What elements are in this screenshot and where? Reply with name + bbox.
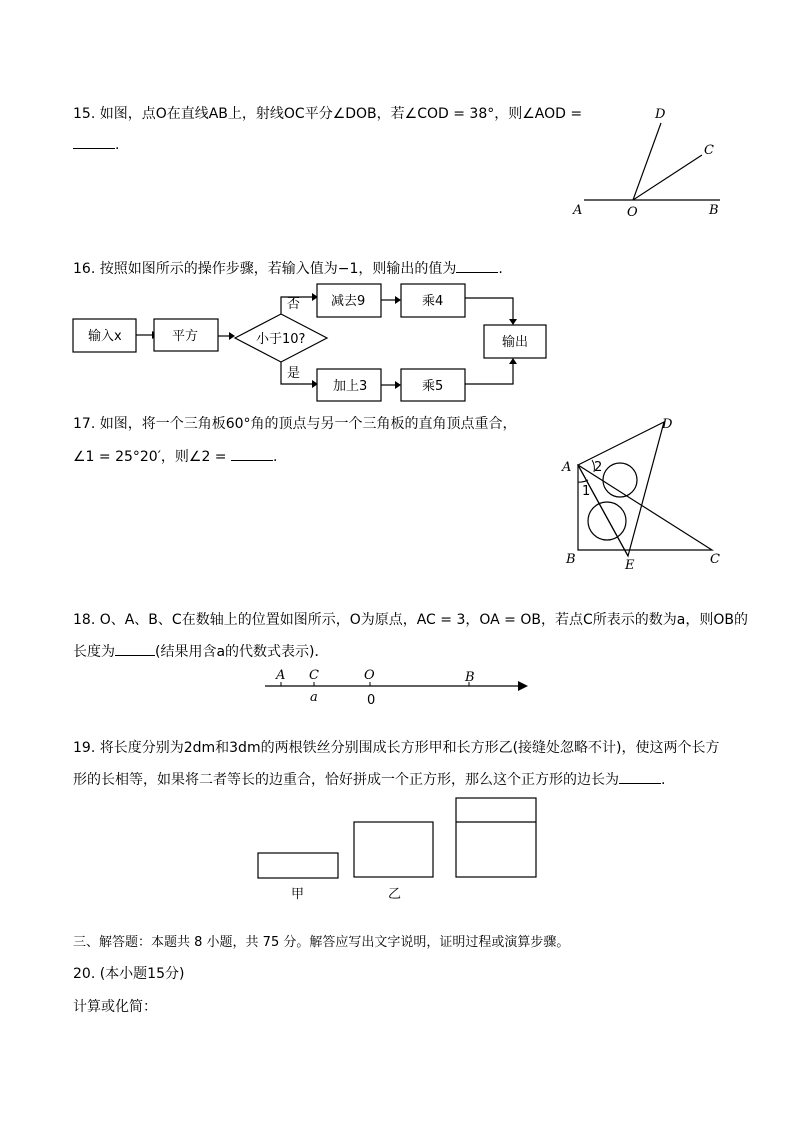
- axis-value-a: a: [310, 690, 318, 705]
- flow-minus9-label: 减去9: [331, 294, 366, 309]
- q19-square: [456, 798, 536, 877]
- flow-cond-label: 小于10?: [256, 332, 306, 347]
- q19-text-line2: 形的长相等，如果将二者等长的边重合，恰好拼成一个正方形，那么这个正方形的边长为 .: [73, 769, 665, 790]
- axis-value-zero: 0: [367, 693, 376, 708]
- q19-label-jia: 甲: [291, 887, 305, 902]
- flow-output-label: 输出: [502, 335, 529, 350]
- q16-flowchart: [73, 284, 546, 401]
- axis-label-b: B: [465, 670, 475, 685]
- q18-number-axis: [265, 668, 528, 708]
- q17-label-e: E: [625, 558, 635, 573]
- q15-label-d: D: [655, 107, 666, 122]
- q17-circle-bottom: [588, 502, 626, 540]
- flow-input-label: 输入x: [88, 329, 122, 344]
- q19-answer-blank[interactable]: [619, 769, 661, 784]
- q19-rect-jia: [258, 853, 338, 878]
- q17-label-d: D: [662, 417, 673, 432]
- q15-label-a: A: [573, 203, 583, 218]
- q15-label-b: B: [709, 203, 719, 218]
- q20-title: 20. (本小题15分): [73, 966, 185, 982]
- q15-label-o: O: [627, 205, 638, 220]
- q17-label-angle2: 2: [594, 460, 603, 475]
- q18-answer-blank[interactable]: [115, 641, 155, 656]
- q15-text-line1: 15. 如图，点O在直线AB上，射线OC平分∠DOB，若∠COD = 38°，则∠AOD =: [73, 106, 583, 122]
- axis-label-o: O: [364, 668, 375, 683]
- flow-no-label: 否: [287, 297, 301, 312]
- q17-label-a: A: [562, 460, 572, 475]
- axis-label-a: A: [276, 668, 286, 683]
- q16-text: 16. 按照如图所示的操作步骤，若输入值为−1，则输出的值为 .: [73, 258, 503, 279]
- axis-label-c: C: [309, 668, 319, 683]
- q17-text-line1: 17. 如图，将一个三角板60°角的顶点与另一个三角板的直角顶点重合，: [73, 416, 517, 432]
- q19-rect-yi: [354, 822, 433, 877]
- q16-answer-blank[interactable]: [456, 258, 498, 273]
- q15-ray-oc: [633, 155, 702, 200]
- q15-label-c: C: [704, 143, 714, 158]
- flow-square-label: 平方: [172, 329, 199, 344]
- section-3-heading: 三、解答题：本题共 8 小题，共 75 分。解答应写出文字说明，证明过程或演算步骤。: [73, 935, 570, 950]
- q17-figure: [561, 417, 720, 573]
- flow-mul5-label: 乘5: [422, 379, 444, 394]
- q17-label-b: B: [566, 552, 576, 567]
- q17-answer-blank[interactable]: [231, 446, 273, 461]
- q19-text-line1: 19. 将长度分别为2dm和3dm的两根铁丝分别围成长方形甲和长方形乙(接缝处忽略不计)，使这两个长方: [73, 740, 720, 756]
- flow-plus3-label: 加上3: [333, 379, 368, 394]
- q15-figure: [572, 107, 720, 220]
- q20-instruction: 计算或化简：: [73, 999, 157, 1015]
- q18-text-line1: 18. O、A、B、C在数轴上的位置如图所示，O为原点，AC = 3，OA = OB，若点C所表示的数为a，则OB的: [73, 612, 748, 628]
- q19-figure: [258, 798, 536, 902]
- flow-yes-label: 是: [287, 366, 301, 381]
- flow-mul4-label: 乘4: [422, 294, 444, 309]
- q17-label-c: C: [710, 552, 720, 567]
- q18-text-line2: 长度为 (结果用含a的代数式表示)．: [73, 641, 329, 662]
- q17-text-line2: ∠1 = 25°20′，则∠2 = .: [73, 446, 277, 467]
- q19-label-yi: 乙: [388, 887, 402, 902]
- q15-text-line2: .: [73, 134, 119, 155]
- q15-ray-od: [633, 123, 661, 200]
- q17-label-angle1: 1: [582, 484, 591, 499]
- axis-arrow: [518, 681, 528, 691]
